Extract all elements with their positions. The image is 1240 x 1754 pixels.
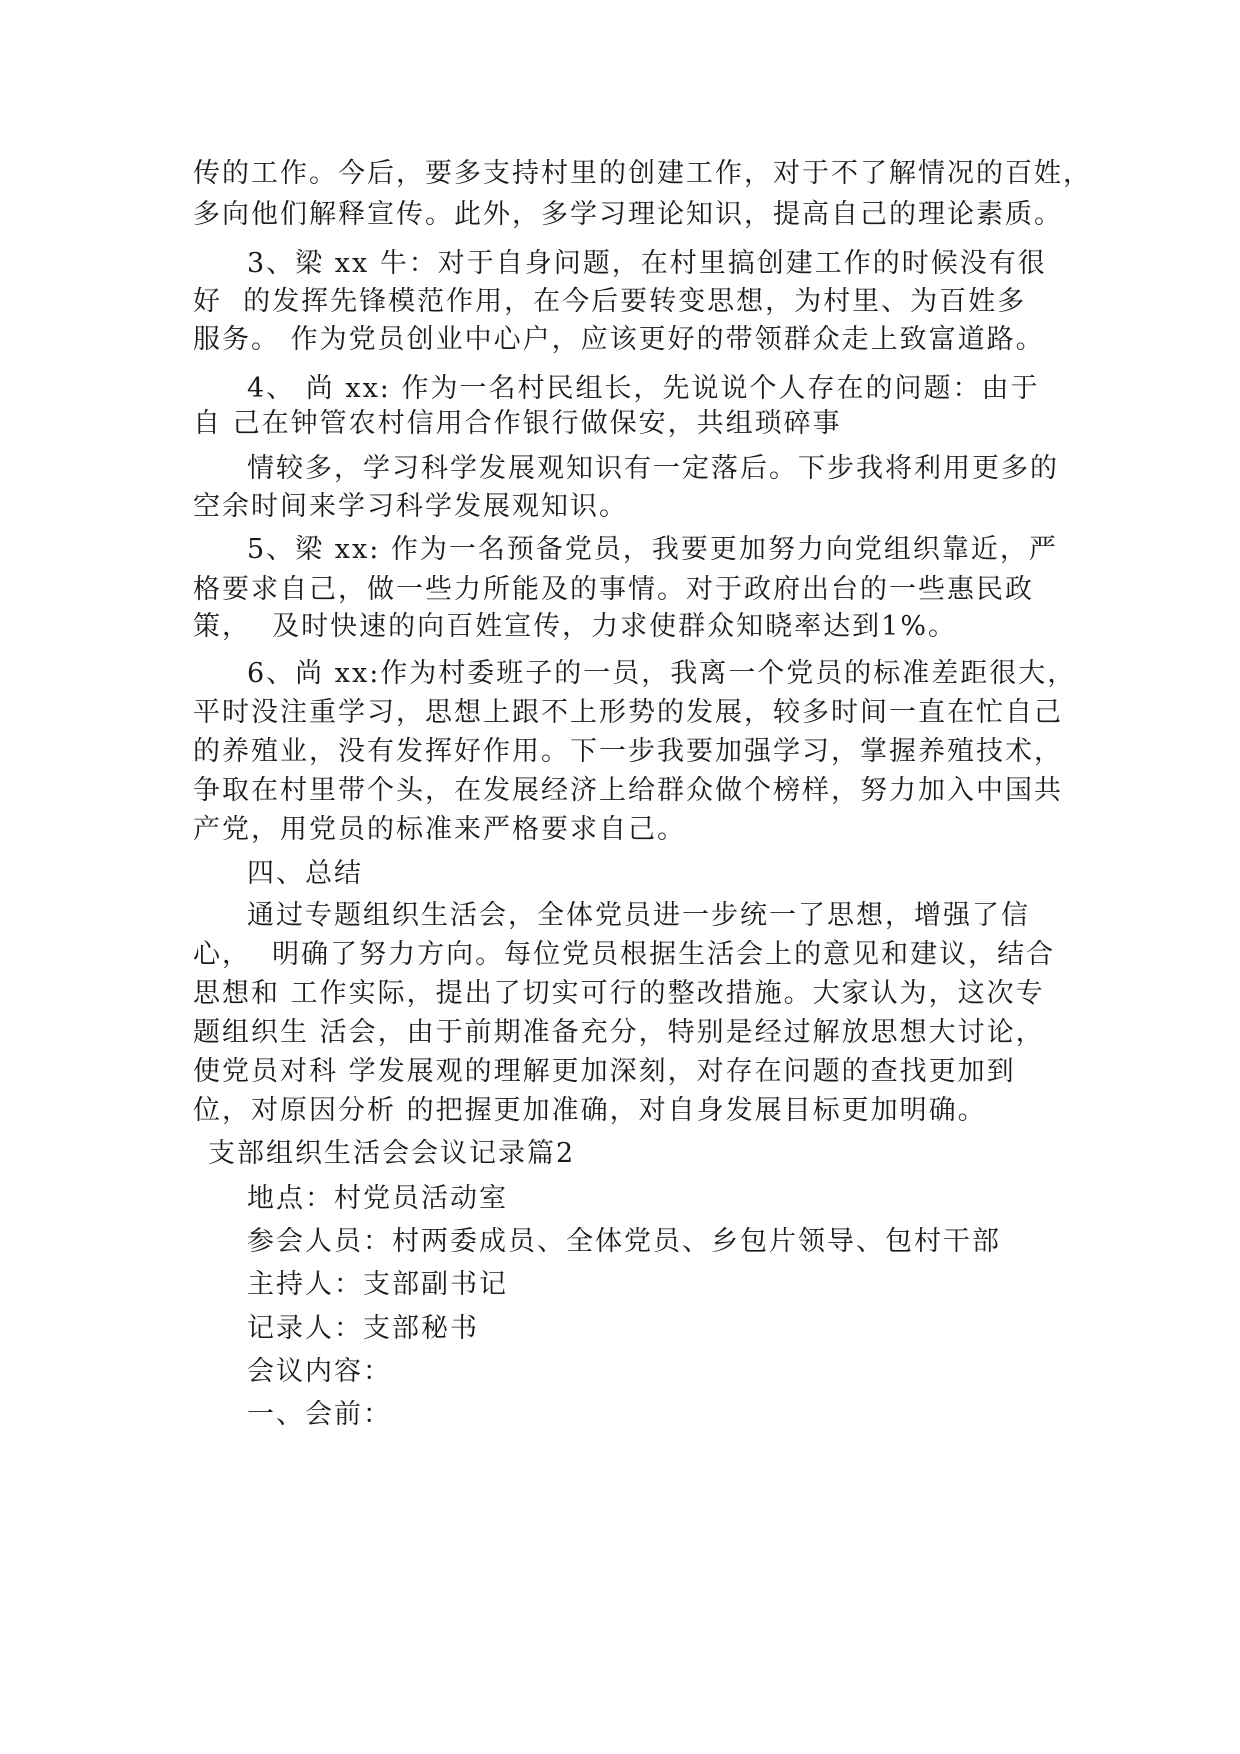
text-line: 产党，用党员的标准来严格要求自己。 [193, 814, 686, 845]
text-line: 策， 及时快速的向百姓宣传，力求使群众知晓率达到1%。 [193, 611, 957, 642]
text-line: 自 己在钟管农村信用合作银行做保安，共组琐碎事 [193, 408, 842, 439]
text-line: 空余时间来学习科学发展观知识。 [193, 491, 628, 522]
text-line: 3、梁 xx 牛：对于自身问题，在村里搞创建工作的时候没有很 [247, 248, 1047, 279]
text-line: 好 的发挥先锋模范作用，在今后要转变思想，为村里、为百姓多 [193, 286, 1027, 317]
text-line: 4、 尚 xx: 作为一名村民组长，先说说个人存在的问题：由于 [247, 373, 1040, 404]
text-line: 记录人：支部秘书 [247, 1313, 479, 1344]
text-line: 思想和 工作实际，提出了切实可行的整改措施。大家认为，这次专 [193, 978, 1045, 1009]
text-line: 使党员对科 学发展观的理解更加深刻，对存在问题的查找更加到 [193, 1056, 1016, 1087]
text-line: 地点：村党员活动室 [247, 1183, 508, 1214]
text-line: 会议内容： [247, 1356, 392, 1387]
text-line: 位，对原因分析 的把握更加准确，对自身发展目标更加明确。 [193, 1095, 987, 1126]
text-line: 题组织生 活会，由于前期准备充分，特别是经过解放思想大讨论， [193, 1017, 1045, 1048]
text-line: 6、尚 xx:作为村委班子的一员，我离一个党员的标准差距很大， [247, 658, 1077, 689]
section-title: 支部组织生活会会议记录篇2 [208, 1138, 576, 1169]
text-line: 平时没注重学习，思想上跟不上形势的发展，较多时间一直在忙自己 [193, 697, 1063, 728]
text-line: 的养殖业，没有发挥好作用。下一步我要加强学习，掌握养殖技术， [193, 736, 1063, 767]
section-heading: 四、总结 [247, 858, 363, 889]
text-line: 心， 明确了努力方向。每位党员根据生活会上的意见和建议，结合 [193, 939, 1056, 970]
text-line: 多向他们解释宣传。此外，多学习理论知识，提高自己的理论素质。 [193, 199, 1063, 230]
text-line: 服务。 作为党员创业中心户，应该更好的带领群众走上致富道路。 [193, 324, 1045, 355]
text-line: 情较多，学习科学发展观知识有一定落后。下步我将利用更多的 [247, 453, 1059, 484]
text-line: 一、会前： [247, 1399, 392, 1430]
text-line: 争取在村里带个头，在发展经济上给群众做个榜样，努力加入中国共 [193, 775, 1063, 806]
text-line: 格要求自己，做一些力所能及的事情。对于政府出台的一些惠民政 [193, 574, 1034, 605]
text-line: 传的工作。今后，要多支持村里的创建工作，对于不了解情况的百姓， [193, 158, 1092, 189]
text-line: 参会人员：村两委成员、全体党员、乡包片领导、包村干部 [247, 1226, 1001, 1257]
text-line: 5、梁 xx: 作为一名预备党员，我要更加努力向党组织靠近，严 [247, 534, 1058, 565]
text-line: 主持人：支部副书记 [247, 1269, 508, 1300]
text-line: 通过专题组织生活会，全体党员进一步统一了思想，增强了信 [247, 900, 1030, 931]
